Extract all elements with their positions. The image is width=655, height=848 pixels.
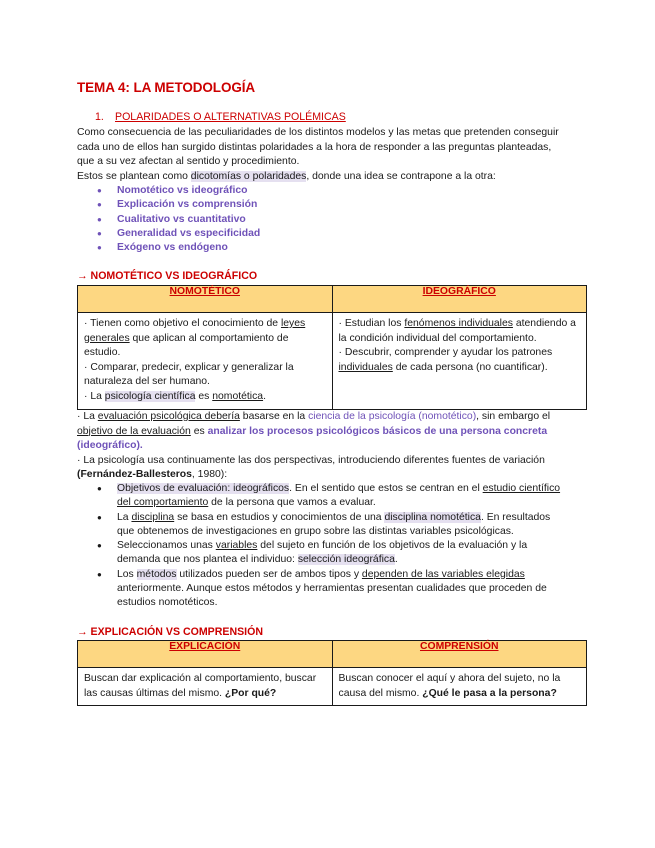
intro-line: cada uno de ellos han surgido distintas polaridades a la hora de responder a las preguntas planteadas, (77, 141, 552, 153)
eval-line (77, 410, 587, 425)
header-explicacion: EXPLICACIÓN (78, 641, 333, 668)
text-span: demanda que nos plantea el individuo: (117, 554, 298, 566)
cell-line (84, 317, 326, 332)
item-line: estudios nomotéticos. (117, 597, 218, 609)
highlight-objetivos: Objetivos de evaluación: ideográficos (117, 483, 290, 494)
list-item (97, 568, 587, 611)
text-span: . En el sentido que estos se centran en el (289, 483, 483, 494)
list-item (97, 511, 587, 540)
eval-line (77, 425, 587, 440)
bold-que-le-pasa: ¿Qué le pasa a la persona? (422, 687, 557, 699)
text-span: es (195, 390, 213, 402)
cell-line: · Descubrir, comprender y ayudar los patrones (338, 347, 553, 359)
page-title: TEMA 4: LA METODOLOGÍA (77, 80, 256, 95)
text-span: es (190, 425, 208, 437)
bold-por-que: ¿Por qué? (224, 687, 277, 699)
eval-line (77, 439, 587, 454)
eval-line (77, 468, 587, 483)
intro-line: Como consecuencia de las peculiaridades de los distintos modelos y las metas que pretenden conseguir (77, 127, 559, 138)
text-span: · La (84, 390, 105, 402)
intro-paragraph (77, 126, 587, 184)
purple-analizar: analizar los procesos psicológicos básicos de una persona concreta (207, 425, 548, 437)
highlight-disciplina: disciplina nomotética (384, 511, 481, 523)
underline-dependen: dependen de las variables elegidas (361, 568, 525, 580)
cell-line: Buscan dar explicación al comportamiento, buscar (84, 673, 317, 684)
polarities-list (97, 184, 260, 255)
cell-line: la condición individual del comportamiento. (338, 332, 537, 344)
text-span: . (263, 390, 266, 402)
citation: (Fernández-Ballesteros (77, 469, 192, 480)
header-ideografico: IDEOGRÁFICO (332, 286, 587, 313)
item-line (117, 553, 587, 567)
cell-line: · Comparar, predecir, explicar y generalizar la (84, 361, 294, 373)
item-line (117, 511, 587, 525)
underline-evaluacion: evaluación psicológica debería (97, 411, 240, 422)
eval-line: · La psicología usa continuamente las dos perspectivas, introduciendo diferentes fuentes de variación (77, 454, 545, 466)
list-item (97, 482, 587, 511)
heading-explicacion: → EXPLICACIÓN VS COMPRENSIÓN (77, 626, 264, 638)
underline-nomotetica: nomotética (212, 390, 264, 402)
evaluacion-paragraph (77, 410, 587, 483)
cell-line (339, 361, 581, 376)
item-line: anteriormente. Aunque estos métodos y herramientas presentan cualidades que proceden de (117, 583, 547, 595)
list-item: ● Generalidad vs especificidad (97, 227, 260, 241)
highlight-psicologia: psicología científica (104, 390, 196, 402)
text-span: causa del mismo. (338, 687, 423, 699)
underline-generales: generales (84, 332, 130, 344)
text-span: · La (77, 411, 98, 422)
text-span: basarse en la (239, 411, 309, 422)
text-span: La (117, 511, 132, 523)
underline-fenomenos: fenómenos individuales (404, 318, 513, 329)
table-nomotetico-ideografico (77, 285, 587, 410)
purple-ideografico: (ideográfico). (77, 440, 143, 451)
cell-line (339, 317, 581, 332)
table-row (78, 313, 587, 410)
table-header-row (78, 286, 587, 313)
text-span: del sujeto en función de los objetivos de la evaluación y la (257, 540, 528, 552)
highlight-dicotomias: dicotomías o polaridades (190, 170, 307, 182)
text-span: . (394, 554, 398, 566)
cell-line (339, 687, 581, 702)
cell-line: naturaleza del ser humano. (84, 376, 210, 388)
cell-ideografico (332, 313, 587, 410)
text-span: se basa en estudios y conocimientos de una (174, 511, 385, 523)
cell-nomotetico (78, 313, 333, 410)
evaluacion-list (97, 482, 587, 611)
intro-line: que a su vez afectan al sentido y procedimiento. (77, 156, 300, 167)
cell-line (84, 390, 326, 405)
table-header-row (78, 641, 587, 668)
highlight-seleccion: selección ideográfica (297, 554, 395, 566)
text-span: Los (117, 568, 137, 580)
text-span: atendiendo a (512, 318, 576, 329)
text-span: · Tienen como objetivo el conocimiento de (84, 318, 281, 329)
section-heading-text: POLARIDADES O ALTERNATIVAS POLÉMICAS (115, 111, 346, 123)
cell-line (84, 687, 326, 702)
text-span: , sin embargo el (476, 411, 551, 422)
underline-estudio: estudio científico (482, 483, 561, 494)
text-span: Estos se plantean como (77, 170, 191, 182)
text-span: · Estudian los (338, 318, 405, 329)
item-line (117, 568, 587, 582)
section-number: 1. (95, 111, 104, 123)
highlight-metodos: métodos (136, 568, 177, 580)
list-item: ● Explicación vs comprensión (97, 198, 260, 212)
item-line (117, 482, 587, 496)
item-line: que obtenemos de investigaciones en grupo sobre las distintas variables psicológicas. (117, 525, 514, 537)
underline-leyes: leyes (280, 318, 306, 329)
underline-disciplina: disciplina (131, 511, 175, 523)
header-nomotetico: NOMOTÉTICO (78, 286, 333, 313)
cell-line (84, 332, 326, 361)
text-span: . En resultados (480, 511, 551, 523)
heading-nomotetico: → NOMOTÉTICO VS IDEOGRÁFICO (77, 270, 258, 282)
text-span: que aplican al comportamiento de estudio. (84, 332, 289, 359)
text-span: las causas últimas del mismo. (84, 687, 225, 699)
intro2-line (77, 170, 587, 185)
cell-explicacion (78, 668, 333, 706)
text-span: de la persona que vamos a evaluar. (208, 497, 376, 509)
list-item (97, 539, 587, 568)
list-item: ● Cualitativo vs cuantitativo (97, 213, 260, 227)
text-span: Seleccionamos unas (117, 540, 216, 552)
table-explicacion-comprension (77, 640, 587, 706)
underline-comportamiento: del comportamiento (117, 497, 209, 509)
underline-individuales: individuales (338, 361, 393, 373)
purple-ciencia: ciencia de la psicología (nomotético) (308, 411, 477, 422)
cell-comprension (332, 668, 587, 706)
text-span: , donde una idea se contrapone a la otra: (306, 170, 496, 182)
item-line (117, 496, 587, 510)
text-span: de cada persona (no cuantificar). (392, 361, 548, 373)
cell-line: Buscan conocer el aquí y ahora del sujeto, no la (338, 673, 561, 684)
list-item: ● Nomotético vs ideográfico (97, 184, 260, 198)
section-heading-polaridades (95, 111, 346, 123)
item-line (117, 539, 587, 553)
underline-objetivo: objetivo de la evaluación (77, 425, 191, 437)
underline-variables: variables (215, 540, 258, 552)
header-comprension: COMPRENSIÓN (332, 641, 587, 668)
text-span: , 1980): (191, 469, 228, 480)
text-span: utilizados pueden ser de ambos tipos y (176, 568, 362, 580)
list-item: ● Exógeno vs endógeno (97, 241, 260, 255)
table-row (78, 668, 587, 706)
